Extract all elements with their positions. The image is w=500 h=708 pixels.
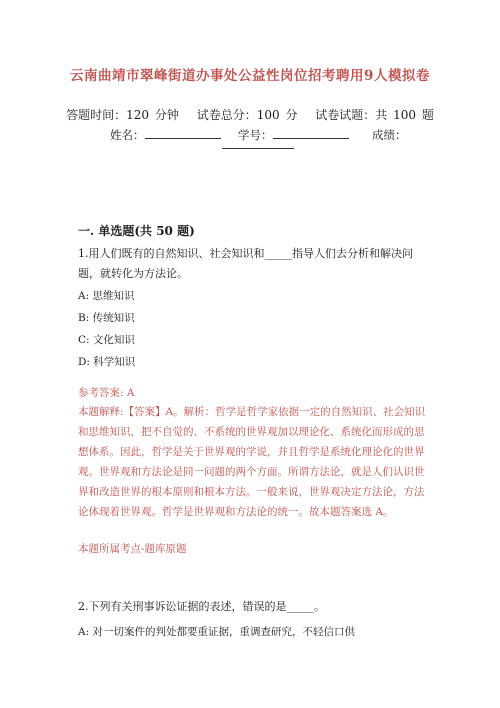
score-field: [372, 127, 407, 143]
id-blank: [273, 128, 349, 139]
score-label: 成绩：: [372, 128, 407, 142]
question-1-explanation: 本题解释:【答案】A。解析：哲学是哲学家依据一定的自然知识、社会知识和思维知识，把不自觉的、不系统的世界观加以理论化、系统化而形成的思想体系。因此，哲学是关于世界观的学说，并且哲学是系统化理论化的世界观。世界观和方法论是同一问题的两个方面。所谓方法论，就是人们认识世界和改造世界的根本原则和根本方法。一般来说，世界观决定方法论，方法论体现着世界观。哲学是世界观和方法论的统一。故本题答案选 A。: [78, 406, 426, 518]
question-1-stem: 1.用人们既有的自然知识、社会知识和_____指导人们去分析和解决问题，就转化为方法论。: [78, 247, 413, 280]
score-blank: [222, 148, 294, 149]
exam-title: 云南曲靖市翠峰街道办事处公益性岗位招考聘用9人模拟卷: [70, 68, 430, 84]
exam-question-count: 试卷试题：共 100 题: [315, 108, 434, 122]
question-1-option-c: C: 文化知识: [78, 334, 135, 346]
question-1-source: 本题所属考点-题库原题: [78, 543, 187, 555]
name-field: [110, 127, 221, 143]
exam-time: 答题时间：120 分钟: [66, 108, 179, 122]
section-heading: 一. 单选题(共 50 题): [78, 224, 195, 238]
question-1-option-b: B: 传统知识: [78, 312, 135, 324]
name-label: 姓名：: [110, 128, 145, 142]
exam-meta: [0, 106, 500, 123]
id-field: [238, 127, 349, 143]
question-1-option-a: A: 思维知识: [78, 290, 135, 302]
question-1-answer: 参考答案: A: [78, 387, 135, 399]
name-blank: [145, 128, 221, 139]
question-2-stem: 2.下列有关刑事诉讼证据的表述，错误的是_____。: [78, 600, 325, 613]
id-label: 学号：: [238, 128, 273, 142]
exam-total-score: 试卷总分：100 分: [196, 108, 298, 122]
question-2-option-a: A: 对一切案件的判处都要重证据，重调查研究，不轻信口供: [78, 626, 355, 638]
question-1-option-d: D: 科学知识: [78, 356, 136, 368]
